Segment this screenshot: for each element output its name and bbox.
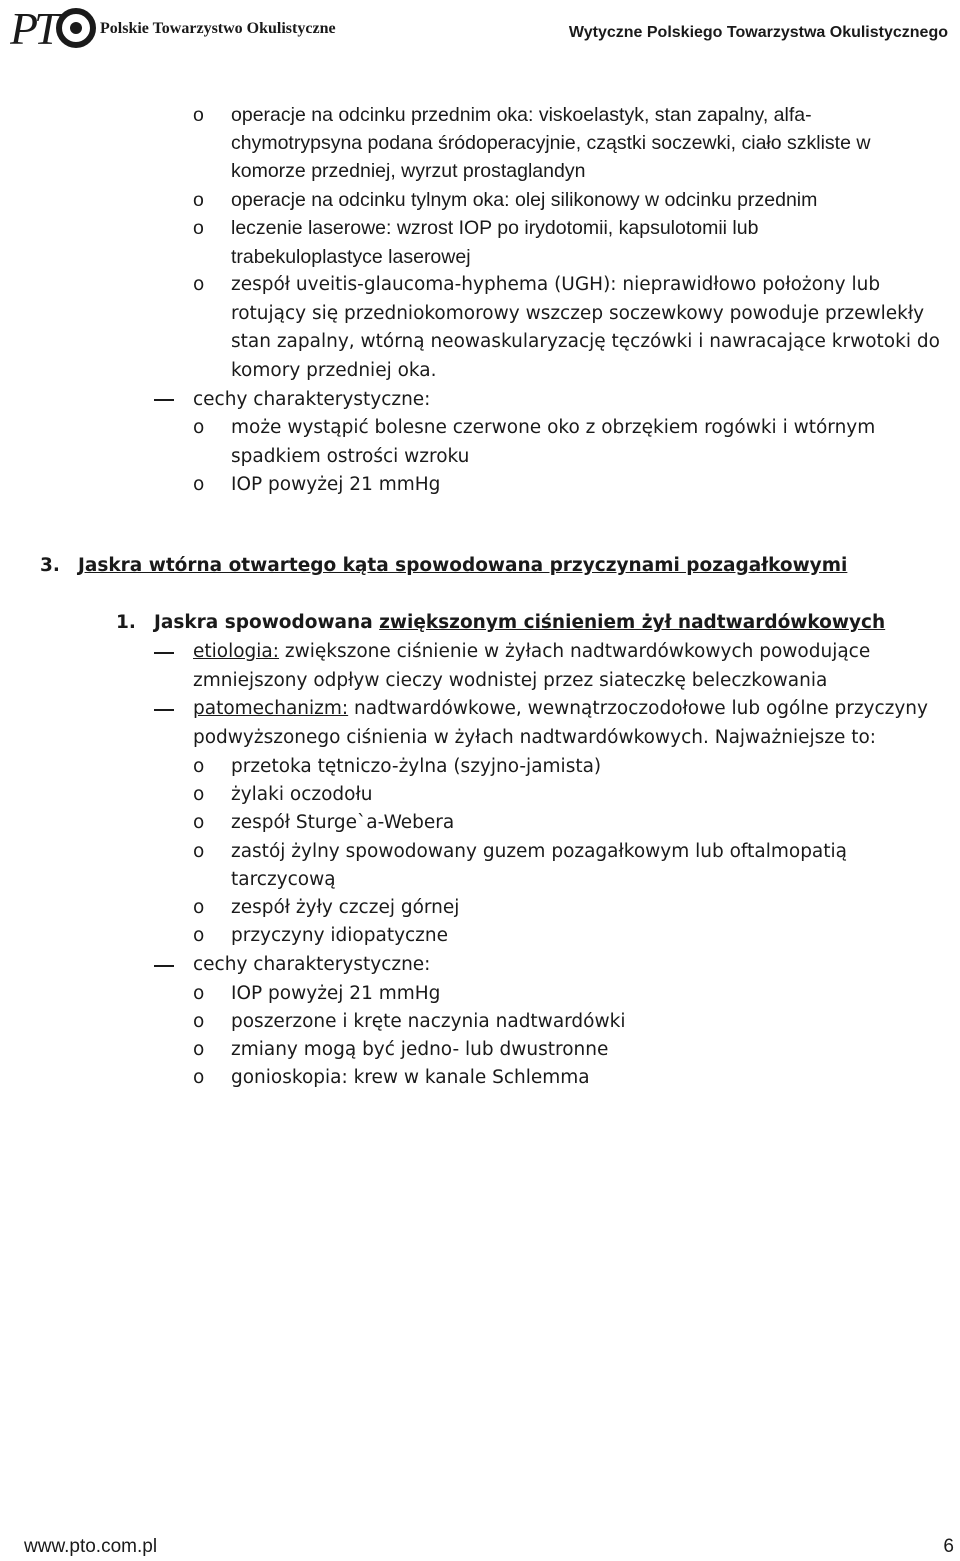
svg-text:T: T (34, 4, 60, 48)
pto-logo-icon (10, 4, 96, 48)
dash-bullet (154, 709, 174, 711)
pato-line (193, 695, 928, 723)
section-number: 3. (40, 555, 60, 576)
pato-text: nadtwardówkowe, wewnątrzoczodołowe lub ogólne przyczyny (348, 698, 928, 719)
bullet: o (193, 217, 204, 239)
bullet: o (193, 784, 205, 805)
list-item: spadkiem ostrości wzroku (231, 446, 470, 467)
list-item: komory przedniej oka. (231, 360, 437, 381)
pato-label: patomechanizm: (193, 698, 349, 719)
bullet: o (193, 1039, 205, 1060)
subsection-number: 1. (116, 612, 136, 633)
etiologia-text: zwiększone ciśnienie w żyłach nadtwardówkowych powodujące (279, 641, 871, 662)
list-item: zespół żyły czczej górnej (231, 897, 460, 918)
bullet: o (193, 1067, 205, 1088)
footer-url[interactable]: www.pto.com.pl (24, 1536, 158, 1557)
bullet: o (193, 104, 204, 126)
list-item: stan zapalny, wtórną neowaskularyzację tęczówki i nawracające krwotoki do (231, 331, 940, 352)
list-item: operacje na odcinku przednim oka: viskoelastyk, stan zapalny, alfa- (231, 104, 812, 126)
bullet: o (193, 274, 205, 295)
bullet: o (193, 756, 205, 777)
dash-bullet (154, 652, 174, 654)
section-title: Jaskra wtórna otwartego kąta spowodowana przyczynami pozagałkowymi (78, 555, 848, 576)
page-header (0, 0, 960, 56)
list-item: leczenie laserowe: wzrost IOP po irydotomii, kapsulotomii lub (231, 217, 759, 239)
bullet: o (193, 189, 204, 211)
bullet: o (193, 417, 205, 438)
etiologia-text-2: zmniejszony odpływ cieczy wodnistej przez siateczkę beleczkowania (193, 670, 828, 691)
etiologia-line (193, 638, 870, 666)
list-item: może wystąpić bolesne czerwone oko z obrzękiem rogówki i wtórnym (231, 417, 876, 438)
logo-text: Polskie Towarzystwo Okulistyczne (100, 20, 336, 37)
page-number: 6 (943, 1536, 954, 1557)
list-item: zespół Sturge`a-Webera (231, 812, 455, 833)
list-item: zastój żylny spowodowany guzem pozagałkowym lub oftalmopatią (231, 841, 848, 862)
bullet: o (193, 983, 205, 1004)
bullet: o (193, 1011, 205, 1032)
subsection-title-pre: Jaskra spowodowana (154, 612, 380, 633)
pato-text-2: podwyższonego ciśnienia w żyłach nadtwardówkowych. Najważniejsze to: (193, 727, 877, 748)
list-item: zmiany mogą być jedno- lub dwustronne (231, 1039, 609, 1060)
bullet: o (193, 897, 205, 918)
list-item: żylaki oczodołu (231, 784, 373, 805)
etiologia-label: etiologia: (193, 641, 280, 662)
subsection-title-underlined: zwiększonym ciśnieniem żył nadtwardówkowych (379, 612, 886, 633)
cechy-label: cechy charakterystyczne: (193, 954, 431, 975)
list-item: rotujący się przedniokomorowy wszczep soczewkowy powoduje przewlekły (231, 303, 925, 324)
bullet: o (193, 474, 205, 495)
list-item: poszerzone i kręte naczynia nadtwardówki (231, 1011, 626, 1032)
subsection-title (154, 609, 885, 637)
bullet: o (193, 925, 205, 946)
bullet: o (193, 812, 205, 833)
cechy-label: cechy charakterystyczne: (193, 389, 431, 410)
list-item: operacje na odcinku tylnym oka: olej silikonowy w odcinku przednim (231, 189, 818, 211)
dash-bullet (154, 965, 174, 967)
list-item: gonioskopia: krew w kanale Schlemma (231, 1067, 590, 1088)
list-item: zespół uveitis-glaucoma-hyphema (UGH): nieprawidłowo położony lub (231, 274, 881, 295)
list-item: trabekuloplastyce laserowej (231, 246, 471, 268)
list-item: tarczycową (231, 869, 336, 890)
list-item: przetoka tętniczo-żylna (szyjno-jamista) (231, 756, 602, 777)
dash-bullet (154, 399, 174, 401)
list-item: przyczyny idiopatyczne (231, 925, 449, 946)
svg-text:P: P (10, 4, 39, 48)
list-item: komorze przedniej, wyrzut prostaglandyn (231, 160, 586, 182)
header-title: Wytyczne Polskiego Towarzystwa Okulistycznego (568, 24, 948, 41)
bullet: o (193, 841, 205, 862)
list-item: IOP powyżej 21 mmHg (231, 474, 441, 495)
list-item: IOP powyżej 21 mmHg (231, 983, 441, 1004)
list-item: chymotrypsyna podana śródoperacyjnie, cząstki soczewki, ciało szkliste w (231, 132, 871, 154)
